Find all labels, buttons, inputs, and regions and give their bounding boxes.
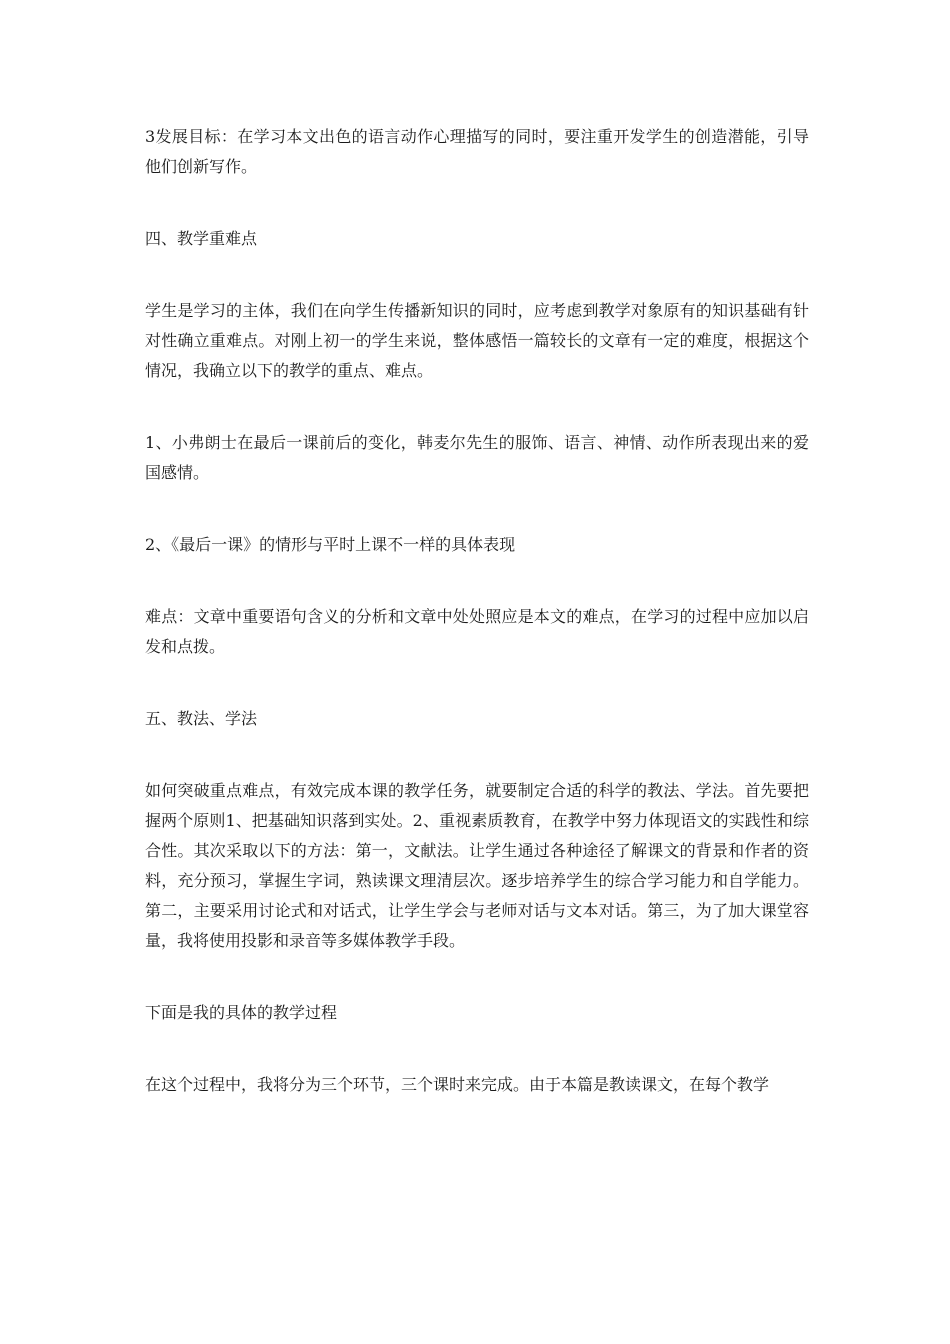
methods-paragraph: 如何突破重点难点，有效完成本课的教学任务，就要制定合适的科学的教法、学法。首先要把握两个原则1、把基础知识落到实处。2、重视素质教育，在教学中努力体现语文的实践性和综合性。其次采取以下的方法：第一，文献法。让学生通过各种途径了解课文的背景和作者的资料，充分预习，掌握生字词，熟读课文理清层次。逐步培养学生的综合学习能力和自学能力。第二，主要采用讨论式和对话式，让学生学会与老师对话与文本对话。第三，为了加大课堂容量，我将使用投影和录音等多媒体教学手段。 (145, 781, 809, 950)
teaching-process-intro: 下面是我的具体的教学过程 (145, 1003, 338, 1022)
section-heading-methods: 五、教法、学法 (145, 709, 258, 728)
key-points-intro-paragraph: 学生是学习的主体，我们在向学生传播新知识的同时，应考虑到教学对象原有的知识基础有针对性确立重难点。对刚上初一的学生来说，整体感悟一篇较长的文章有一定的难度，根据这个情况，我确立以下的教学的重点、难点。 (145, 301, 809, 380)
document-body (145, 122, 809, 1142)
development-goal-paragraph: 3发展目标：在学习本文出色的语言动作心理描写的同时，要注重开发学生的创造潜能，引导他们创新写作。 (145, 127, 809, 176)
teaching-process-paragraph: 在这个过程中，我将分为三个环节，三个课时来完成。由于本篇是教读课文，在每个教学 (145, 1075, 770, 1094)
key-point-2-paragraph: 2、《最后一课》的情形与平时上课不一样的具体表现 (145, 535, 516, 554)
key-point-1-paragraph: 1、小弗朗士在最后一课前后的变化，韩麦尔先生的服饰、语言、神情、动作所表现出来的爱国感情。 (145, 433, 809, 482)
difficulty-paragraph: 难点：文章中重要语句含义的分析和文章中处处照应是本文的难点，在学习的过程中应加以启发和点拨。 (145, 607, 809, 656)
section-heading-key-points: 四、教学重难点 (145, 229, 258, 248)
